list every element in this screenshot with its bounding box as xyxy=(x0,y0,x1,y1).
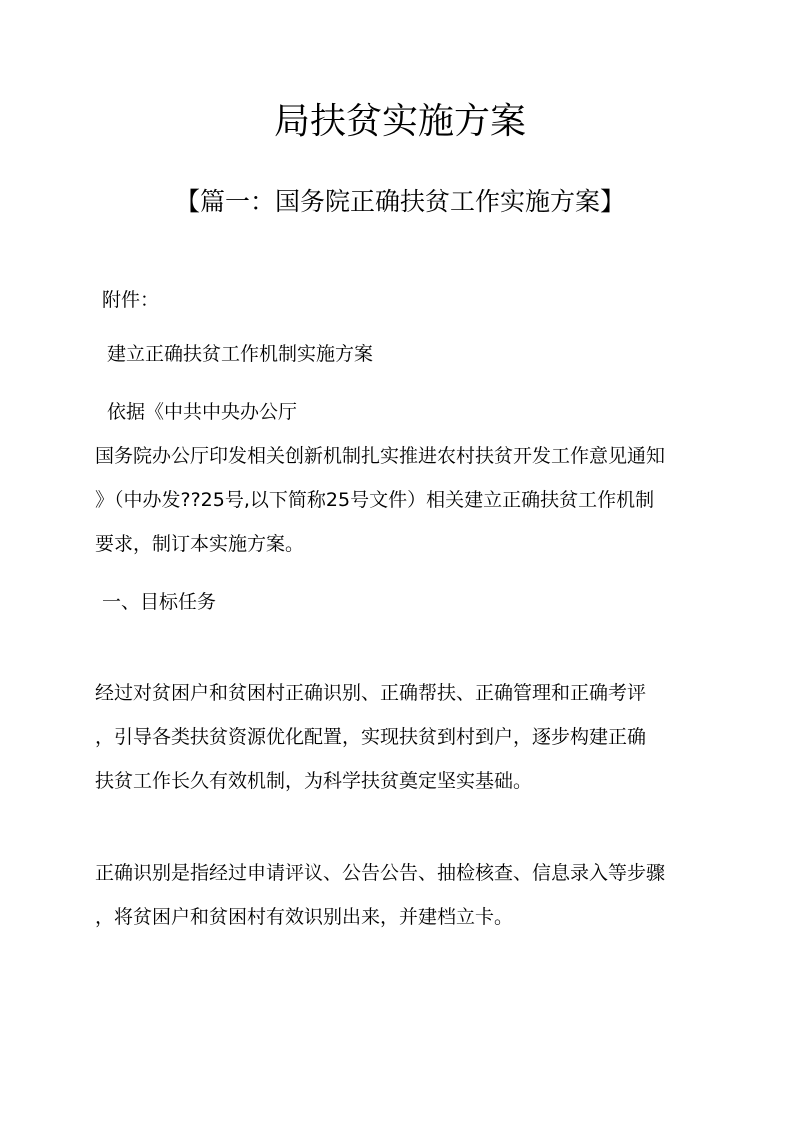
basis-line-3: 》（中办发??25号,以下简称25号文件）相关建立正确扶贫工作机制 xyxy=(95,489,655,511)
basis-line-4: 要求，制订本实施方案。 xyxy=(95,533,305,555)
document-title: 局扶贫实施方案 xyxy=(273,101,526,142)
plan-title: 建立正确扶贫工作机制实施方案 xyxy=(107,343,374,365)
document-subtitle: 【篇一：国务院正确扶贫工作实施方案】 xyxy=(174,187,625,216)
section-heading: 一、目标任务 xyxy=(102,591,217,613)
goal-line-2: ，引导各类扶贫资源优化配置，实现扶贫到村到户，逐步构建正确 xyxy=(95,726,647,748)
basis-line-1: 依据《中共中央办公厅 xyxy=(107,401,298,423)
basis-line-2: 国务院办公厅印发相关创新机制扎实推进农村扶贫开发工作意见通知 xyxy=(95,445,666,467)
attachment-label: 附件： xyxy=(102,289,160,311)
goal-line-1: 经过对贫困户和贫困村正确识别、正确帮扶、正确管理和正确考评 xyxy=(95,682,647,704)
goal-line-3: 扶贫工作长久有效机制，为科学扶贫奠定坚实基础。 xyxy=(95,770,533,792)
identification-line-1: 正确识别是指经过申请评议、公告公告、抽检核查、信息录入等步骤 xyxy=(95,862,666,884)
identification-line-2: ，将贫困户和贫困村有效识别出来，并建档立卡。 xyxy=(95,906,514,928)
